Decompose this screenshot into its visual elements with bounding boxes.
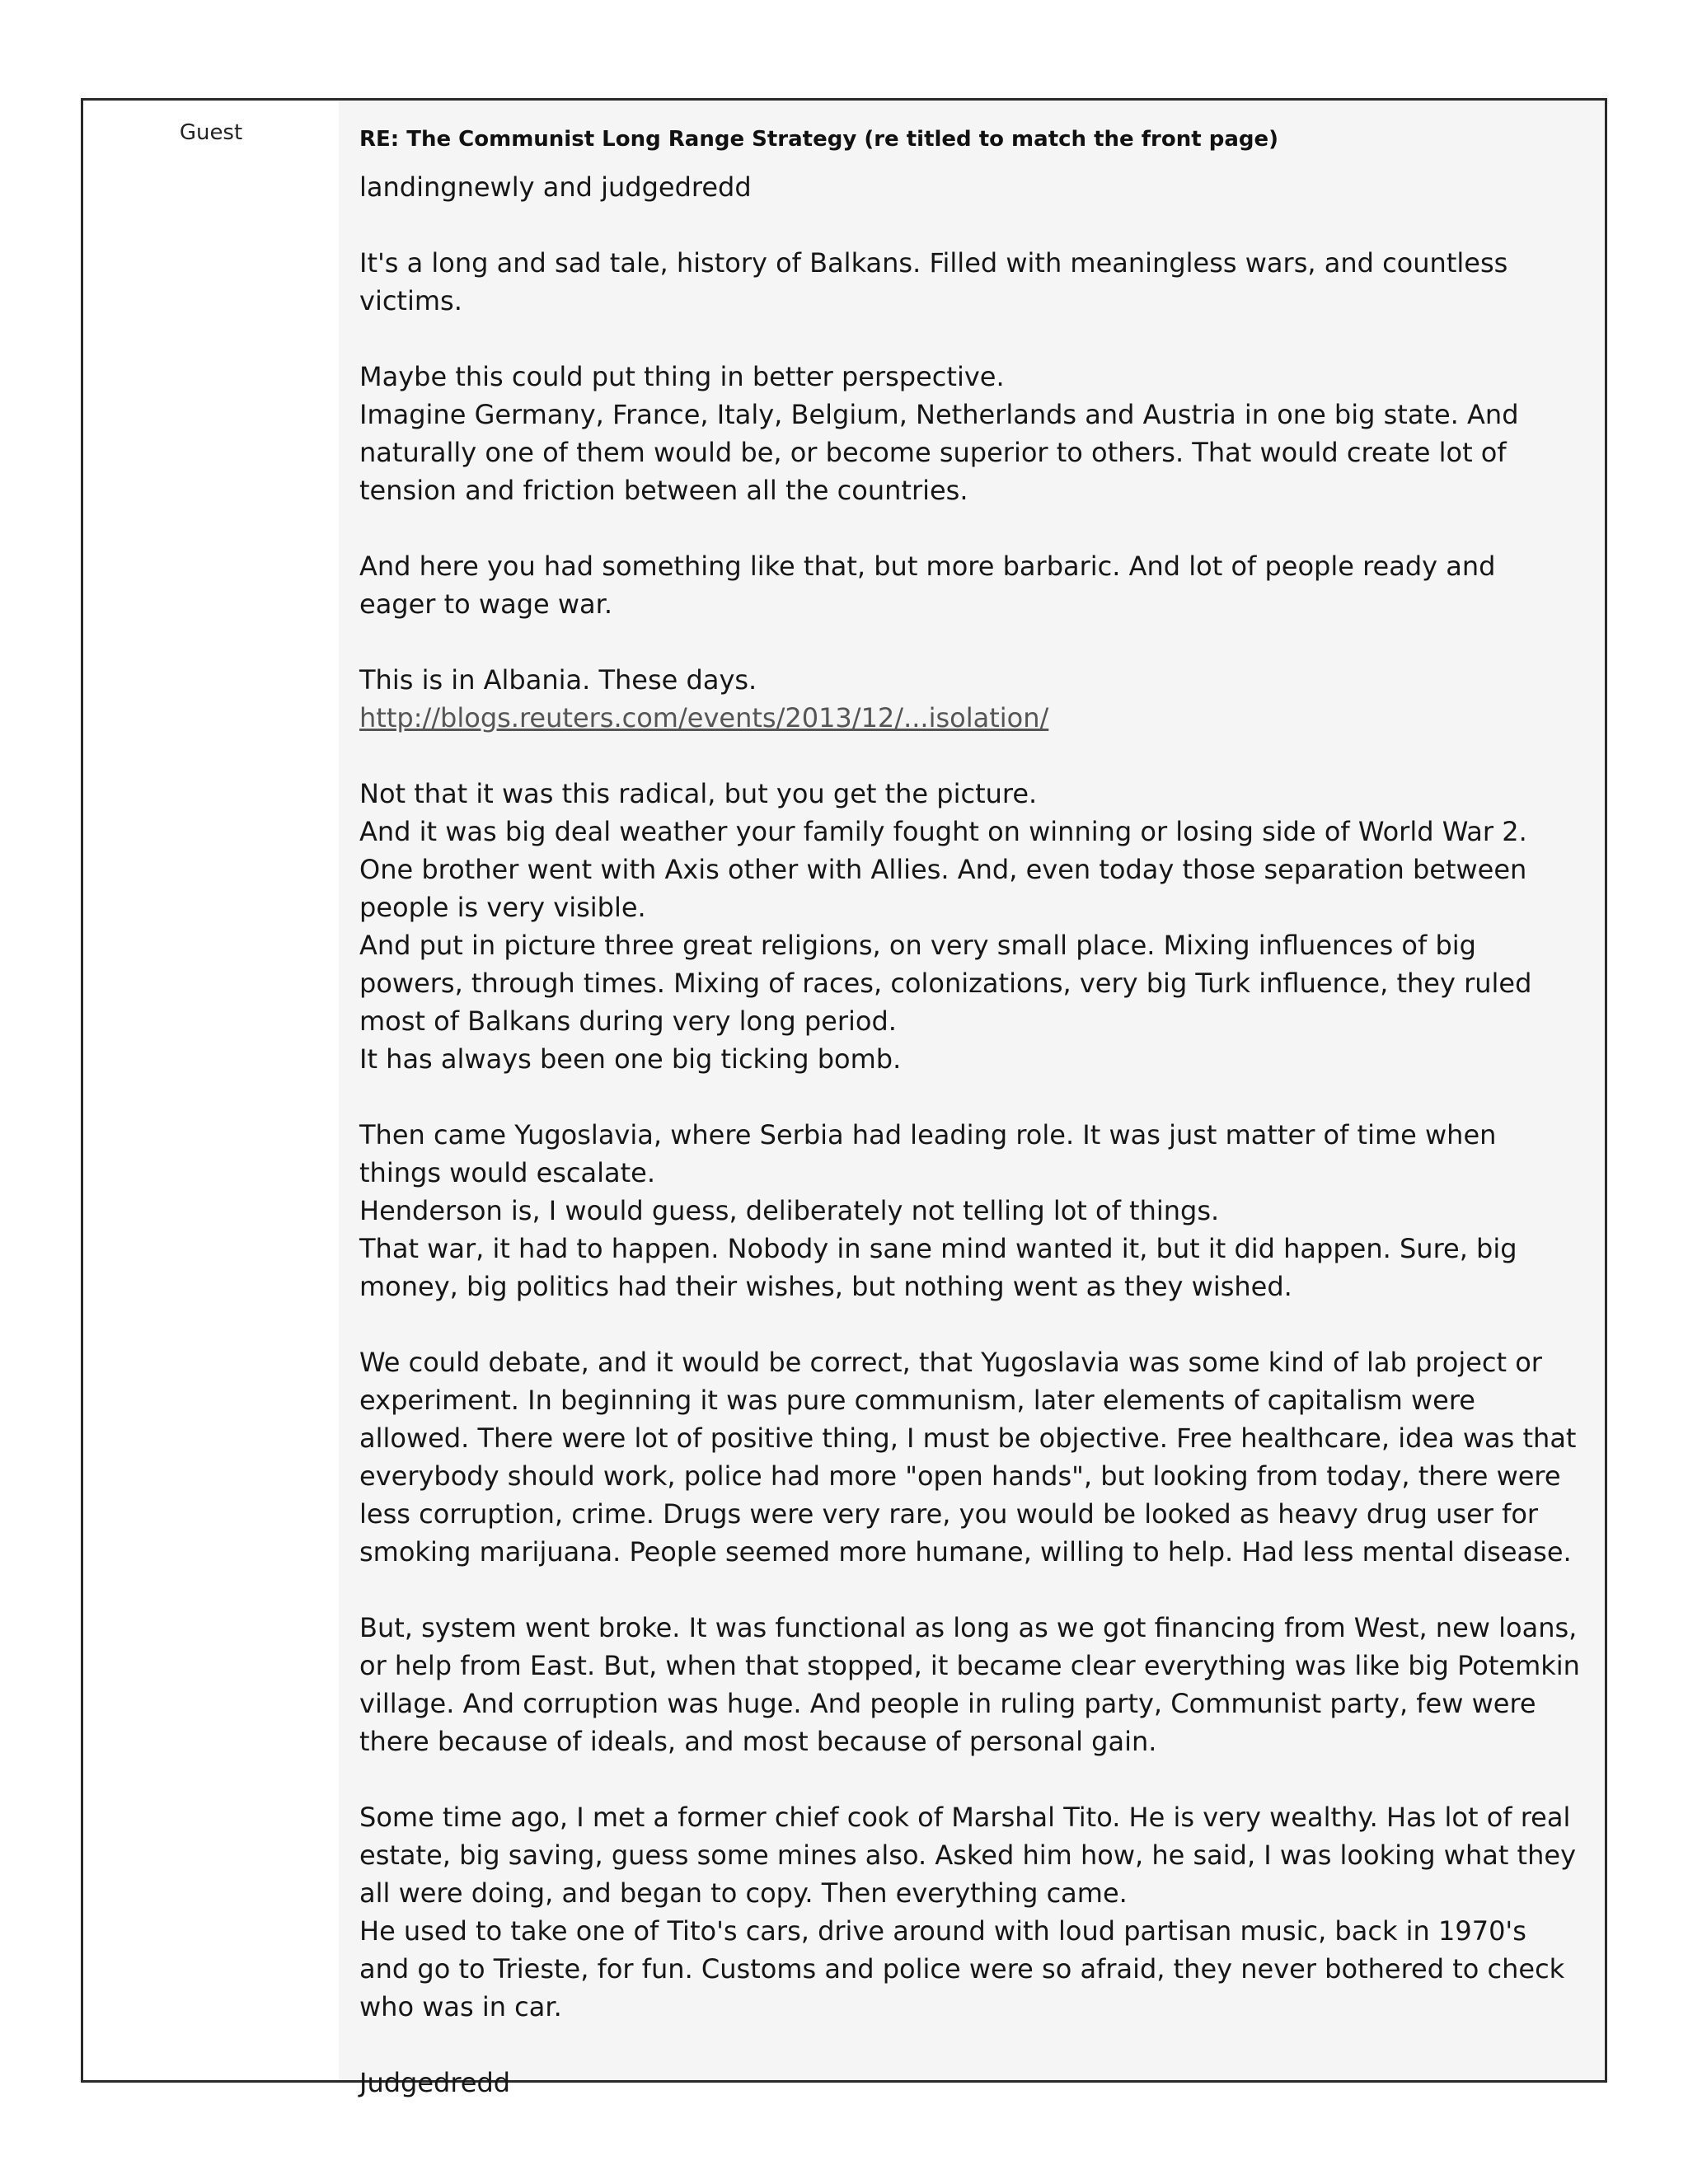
post-title: RE: The Communist Long Range Strategy (re titled to match the front page)	[359, 127, 1278, 152]
paragraph: This is in Albania. These days.	[359, 664, 757, 696]
paragraph: But, system went broke. It was functional as long as we got financing from West, new loans, or help from East. But, when that stopped, it became clear everything was like big Potemkin village. And corruption was huge. And people in ruling party, Communist party, few were there because of ideals, and most because of personal gain.	[359, 1612, 1580, 1757]
paragraph: And here you had something like that, but more barbaric. And lot of people ready and eager to wage war.	[359, 551, 1496, 620]
signature: Judgedredd	[359, 2067, 511, 2098]
paragraph: It's a long and sad tale, history of Balkans. Filled with meaningless wars, and countless victims.	[359, 247, 1508, 316]
paragraph: Henderson is, I would guess, deliberately not telling lot of things.	[359, 1195, 1220, 1226]
paragraph: That war, it had to happen. Nobody in sane mind wanted it, but it did happen. Sure, big money, big politics had their wishes, but nothing went as they wished.	[359, 1233, 1517, 1302]
paragraph: Imagine Germany, France, Italy, Belgium, Netherlands and Austria in one big state. And naturally one of them would be, or become superior to others. That would create lot of tension and friction between all the countries.	[359, 399, 1519, 506]
paragraph-greeting: landingnewly and judgedredd	[359, 171, 752, 203]
author-name[interactable]: Guest	[179, 120, 243, 145]
paragraph: He used to take one of Tito's cars, drive around with loud partisan music, back in 1970's and go to Trieste, for fun. Customs and police were so afraid, they never bothered to check who was in car.	[359, 1915, 1565, 2022]
forum-post	[81, 98, 1607, 2098]
post-text	[359, 168, 1580, 2102]
paragraph: Not that it was this radical, but you get the picture.	[359, 778, 1038, 809]
paragraph: Some time ago, I met a former chief cook of Marshal Tito. He is very wealthy. Has lot of real estate, big saving, guess some mines also. Asked him how, he said, I was looking what they all were doing, and began to copy. Then everything came.	[359, 1802, 1576, 1909]
paragraph: Then came Yugoslavia, where Serbia had leading role. It was just matter of time when things would escalate.	[359, 1119, 1497, 1188]
paragraph: And put in picture three great religions, on very small place. Mixing influences of big powers, through times. Mixing of races, colonizations, very big Turk influence, they ruled most of Balkans during very long period.	[359, 930, 1532, 1037]
reuters-link[interactable]: http://blogs.reuters.com/events/2013/12/...isolation/	[359, 702, 1049, 733]
post-body	[339, 101, 1605, 2098]
author-column	[83, 101, 339, 2080]
paragraph: Maybe this could put thing in better perspective.	[359, 361, 1005, 392]
paragraph: We could debate, and it would be correct, that Yugoslavia was some kind of lab project or experiment. In beginning it was pure communism, later elements of capitalism were allowed. There were lot of positive thing, I must be objective. Free healthcare, idea was that everybody should work, police had more "open hands", but looking from today, there were less corruption, crime. Drugs were very rare, you would be looked as heavy drug user for smoking marijuana. People seemed more humane, willing to help. Had less mental disease.	[359, 1347, 1577, 1568]
paragraph: It has always been one big ticking bomb.	[359, 1043, 902, 1075]
paragraph: And it was big deal weather your family fought on winning or losing side of World War 2. One brother went with Axis other with Allies. And, even today those separation between people is very visible.	[359, 816, 1527, 923]
